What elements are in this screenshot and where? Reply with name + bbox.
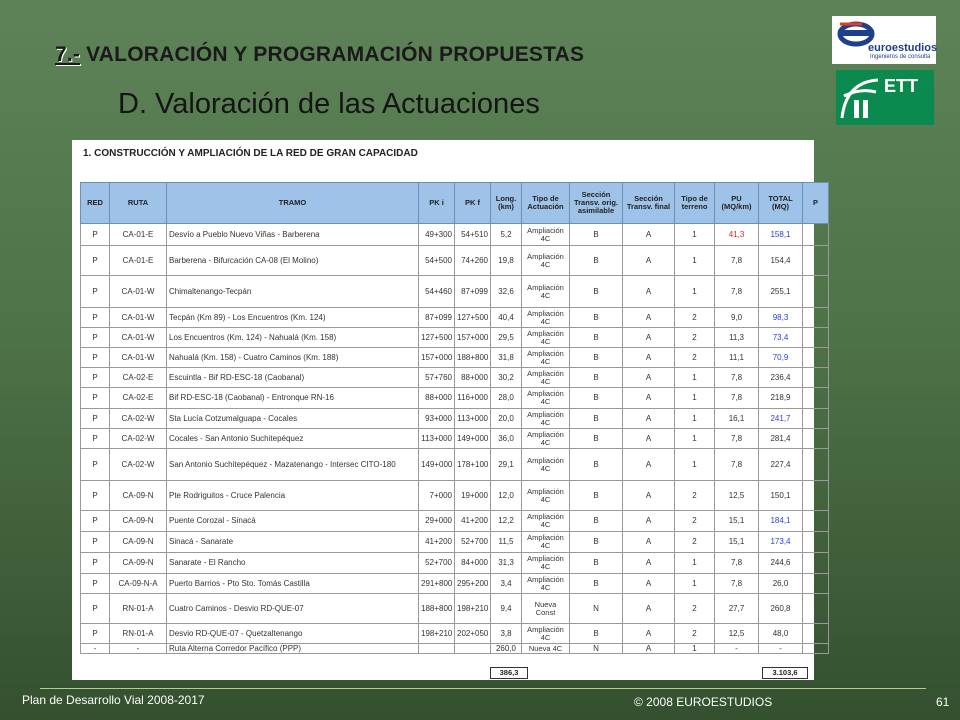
cell-long: 31,3 — [491, 553, 522, 574]
cell-tramo: Nahualá (Km. 158) - Cuatro Caminos (Km. 188) — [167, 348, 419, 368]
cell-long: 36,0 — [491, 429, 522, 449]
cell-total: 218,9 — [759, 388, 803, 409]
cell-red: P — [81, 481, 110, 511]
total-length-box: 386,3 — [490, 667, 528, 679]
cell-final: A — [623, 368, 675, 388]
cell-pu: 15,1 — [715, 532, 759, 553]
table-row — [81, 409, 829, 429]
table-row — [81, 368, 829, 388]
cell-long: 11,5 — [491, 532, 522, 553]
cell-final: A — [623, 388, 675, 409]
cell-pu: - — [715, 644, 759, 654]
cell-pki: 149+000 — [419, 449, 455, 481]
cell-act: Ampliación 4C — [522, 308, 570, 328]
cell-extra — [803, 368, 829, 388]
cell-long: 12,0 — [491, 481, 522, 511]
cell-orig: B — [570, 246, 623, 276]
cell-tramo: Cuatro Caminos - Desvio RD-QUE-07 — [167, 594, 419, 624]
cell-pki: 29+000 — [419, 511, 455, 532]
section-title — [55, 43, 584, 67]
cell-total: 26,0 — [759, 574, 803, 594]
cell-pu: 7,8 — [715, 246, 759, 276]
cell-tramo: Bif RD-ESC-18 (Caobanal) - Entronque RN-16 — [167, 388, 419, 409]
cell-pu: 7,8 — [715, 553, 759, 574]
cell-final: A — [623, 574, 675, 594]
cell-red: P — [81, 328, 110, 348]
cell-orig: N — [570, 594, 623, 624]
cell-orig: B — [570, 624, 623, 644]
cell-pu: 12,5 — [715, 624, 759, 644]
cell-pkf: 202+050 — [455, 624, 491, 644]
cell-terreno: 1 — [675, 246, 715, 276]
cell-act: Ampliación 4C — [522, 481, 570, 511]
cell-extra — [803, 574, 829, 594]
table-row — [81, 481, 829, 511]
cell-final: A — [623, 308, 675, 328]
cell-tramo: Puerto Barrios - Pto Sto. Tomás Castilla — [167, 574, 419, 594]
cell-pkf: 84+000 — [455, 553, 491, 574]
cell-pu: 9,0 — [715, 308, 759, 328]
cell-red: P — [81, 224, 110, 246]
cell-terreno: 2 — [675, 594, 715, 624]
table-row — [81, 532, 829, 553]
cell-ruta: RN-01-A — [110, 624, 167, 644]
cell-tramo: Chimaltenango-Tecpán — [167, 276, 419, 308]
cell-red: P — [81, 246, 110, 276]
cell-ruta: CA-01-W — [110, 348, 167, 368]
cell-terreno: 2 — [675, 511, 715, 532]
cell-red: P — [81, 276, 110, 308]
cell-final: A — [623, 624, 675, 644]
cell-red: P — [81, 553, 110, 574]
table-row — [81, 511, 829, 532]
cell-extra — [803, 409, 829, 429]
cell-act: Ampliación 4C — [522, 532, 570, 553]
cell-orig: B — [570, 449, 623, 481]
cell-act: Ampliación 4C — [522, 368, 570, 388]
column-header: Sección Transv. final — [623, 183, 675, 224]
cell-extra — [803, 594, 829, 624]
cell-extra — [803, 388, 829, 409]
cell-ruta: CA-09-N — [110, 511, 167, 532]
cell-tramo: Sinacá - Sanarate — [167, 532, 419, 553]
cell-final: A — [623, 348, 675, 368]
cell-total: - — [759, 644, 803, 654]
cell-total: 48,0 — [759, 624, 803, 644]
cell-total: 173,4 — [759, 532, 803, 553]
cell-red: P — [81, 429, 110, 449]
cell-long: 31,8 — [491, 348, 522, 368]
cell-pki: 88+000 — [419, 388, 455, 409]
page-number: 61 — [936, 695, 950, 709]
cell-final: A — [623, 644, 675, 654]
footer-divider — [40, 688, 926, 689]
column-header: PU (MQ/km) — [715, 183, 759, 224]
cell-total: 244,6 — [759, 553, 803, 574]
cell-ruta: CA-02-E — [110, 388, 167, 409]
euroestudios-logo — [832, 16, 936, 64]
cell-act: Ampliación 4C — [522, 409, 570, 429]
cell-pki: 113+000 — [419, 429, 455, 449]
cell-red: P — [81, 532, 110, 553]
cell-extra — [803, 449, 829, 481]
cell-pu: 7,8 — [715, 449, 759, 481]
cell-final: A — [623, 511, 675, 532]
cell-ruta: CA-01-E — [110, 224, 167, 246]
cell-pkf: 19+000 — [455, 481, 491, 511]
cell-final: A — [623, 532, 675, 553]
cell-act: Ampliación 4C — [522, 553, 570, 574]
cell-extra — [803, 429, 829, 449]
cell-extra — [803, 532, 829, 553]
column-header: Tipo de terreno — [675, 183, 715, 224]
cell-terreno: 1 — [675, 409, 715, 429]
ett-logo-text: ETT — [884, 76, 918, 96]
cell-pkf: 88+000 — [455, 368, 491, 388]
cell-tramo: Sanarate - El Rancho — [167, 553, 419, 574]
cell-total: 241,7 — [759, 409, 803, 429]
cell-ruta: CA-09-N — [110, 532, 167, 553]
cell-extra — [803, 348, 829, 368]
cell-orig: B — [570, 328, 623, 348]
cell-long: 3,8 — [491, 624, 522, 644]
cell-orig: B — [570, 511, 623, 532]
cell-pkf: 188+800 — [455, 348, 491, 368]
column-header: TOTAL (MQ) — [759, 183, 803, 224]
cell-orig: B — [570, 409, 623, 429]
column-header: Sección Transv. orig. asimilable — [570, 183, 623, 224]
euroestudios-logo-tagline: Ingenieros de consulta — [870, 54, 931, 60]
cell-extra — [803, 308, 829, 328]
cell-total: 150,1 — [759, 481, 803, 511]
column-header: Tipo de Actuación — [522, 183, 570, 224]
cell-pu: 11,3 — [715, 328, 759, 348]
valuation-table-image — [72, 140, 818, 680]
cell-pkf: 113+000 — [455, 409, 491, 429]
column-header: PK f — [455, 183, 491, 224]
cell-pkf: 149+000 — [455, 429, 491, 449]
cell-orig: B — [570, 388, 623, 409]
cell-pkf: 116+000 — [455, 388, 491, 409]
cell-ruta: CA-09-N — [110, 481, 167, 511]
cell-ruta: CA-02-W — [110, 409, 167, 429]
cell-long: 12,2 — [491, 511, 522, 532]
cell-pkf: 54+510 — [455, 224, 491, 246]
table-row — [81, 308, 829, 328]
cell-pkf: 52+700 — [455, 532, 491, 553]
cell-act: Ampliación 4C — [522, 328, 570, 348]
cell-red: P — [81, 449, 110, 481]
cell-pkf — [455, 644, 491, 654]
cell-pki: 52+700 — [419, 553, 455, 574]
cell-total: 98,3 — [759, 308, 803, 328]
cell-pu: 12,5 — [715, 481, 759, 511]
cell-pki: 57+760 — [419, 368, 455, 388]
ett-logo — [836, 70, 934, 125]
cell-terreno: 1 — [675, 368, 715, 388]
column-header: TRAMO — [167, 183, 419, 224]
column-header: P — [803, 183, 829, 224]
slide-subtitle: D. Valoración de las Actuaciones — [118, 88, 540, 120]
table-row — [81, 388, 829, 409]
cell-ruta: RN-01-A — [110, 594, 167, 624]
cell-extra — [803, 246, 829, 276]
cell-final: A — [623, 224, 675, 246]
cell-extra — [803, 553, 829, 574]
cell-tramo: Desvio RD-QUE-07 - Quetzaltenango — [167, 624, 419, 644]
cell-pu: 41,3 — [715, 224, 759, 246]
valuation-table — [80, 182, 829, 654]
cell-final: A — [623, 276, 675, 308]
cell-tramo: Ruta Alterna Corredor Pacífico (PPP) — [167, 644, 419, 654]
table-row — [81, 246, 829, 276]
cell-tramo: Los Encuentros (Km. 124) - Nahualá (Km. 158) — [167, 328, 419, 348]
column-header: PK i — [419, 183, 455, 224]
cell-pkf: 178+100 — [455, 449, 491, 481]
cell-pki: 54+460 — [419, 276, 455, 308]
cell-pkf: 198+210 — [455, 594, 491, 624]
table-title: 1. CONSTRUCCIÓN Y AMPLIACIÓN DE LA RED DE GRAN CAPACIDAD — [83, 148, 418, 159]
footer-plan-title: Plan de Desarrollo Vial 2008-2017 — [22, 693, 205, 707]
cell-pki: 41+200 — [419, 532, 455, 553]
cell-tramo: Desvío a Pueblo Nuevo Viñas - Barberena — [167, 224, 419, 246]
table-row — [81, 328, 829, 348]
cell-extra — [803, 511, 829, 532]
cell-act: Nueva 4C — [522, 644, 570, 654]
cell-act: Ampliación 4C — [522, 449, 570, 481]
cell-ruta: CA-01-W — [110, 276, 167, 308]
table-row — [81, 224, 829, 246]
cell-orig: B — [570, 276, 623, 308]
cell-terreno: 2 — [675, 308, 715, 328]
cell-final: A — [623, 449, 675, 481]
cell-act: Ampliación 4C — [522, 246, 570, 276]
cell-orig: N — [570, 644, 623, 654]
cell-act: Ampliación 4C — [522, 348, 570, 368]
cell-pu: 16,1 — [715, 409, 759, 429]
cell-long: 9,4 — [491, 594, 522, 624]
cell-total: 73,4 — [759, 328, 803, 348]
cell-pki: 87+099 — [419, 308, 455, 328]
cell-red: P — [81, 368, 110, 388]
cell-pu: 7,8 — [715, 276, 759, 308]
cell-red: P — [81, 511, 110, 532]
cell-red: P — [81, 624, 110, 644]
table-row — [81, 574, 829, 594]
cell-extra — [803, 644, 829, 654]
cell-act: Ampliación 4C — [522, 276, 570, 308]
cell-ruta: CA-09-N — [110, 553, 167, 574]
cell-pkf: 41+200 — [455, 511, 491, 532]
cell-total: 255,1 — [759, 276, 803, 308]
cell-pki: 198+210 — [419, 624, 455, 644]
cell-terreno: 1 — [675, 429, 715, 449]
cell-orig: B — [570, 429, 623, 449]
cell-ruta: CA-02-E — [110, 368, 167, 388]
cell-act: Ampliación 4C — [522, 388, 570, 409]
cell-red: P — [81, 594, 110, 624]
table-row — [81, 624, 829, 644]
cell-orig: B — [570, 368, 623, 388]
cell-orig: B — [570, 348, 623, 368]
cell-pu: 27,7 — [715, 594, 759, 624]
cell-extra — [803, 624, 829, 644]
cell-total: 236,4 — [759, 368, 803, 388]
cell-long: 40,4 — [491, 308, 522, 328]
cell-ruta: CA-01-W — [110, 308, 167, 328]
cell-final: A — [623, 409, 675, 429]
total-cost-box: 3.103,6 — [762, 667, 808, 679]
cell-long: 3,4 — [491, 574, 522, 594]
cell-orig: B — [570, 481, 623, 511]
cell-tramo: Pte Rodriguitos - Cruce Palencia — [167, 481, 419, 511]
cell-pki — [419, 644, 455, 654]
cell-act: Ampliación 4C — [522, 224, 570, 246]
cell-tramo: Tecpán (Km 89) - Los Encuentros (Km. 124) — [167, 308, 419, 328]
cell-total: 281,4 — [759, 429, 803, 449]
cell-total: 70,9 — [759, 348, 803, 368]
cell-long: 19,8 — [491, 246, 522, 276]
cell-terreno: 1 — [675, 574, 715, 594]
column-header: RUTA — [110, 183, 167, 224]
cell-red: P — [81, 348, 110, 368]
cell-pki: 188+800 — [419, 594, 455, 624]
cell-long: 28,0 — [491, 388, 522, 409]
cell-final: A — [623, 594, 675, 624]
cell-pkf: 157+000 — [455, 328, 491, 348]
column-header: Long. (km) — [491, 183, 522, 224]
cell-terreno: 1 — [675, 388, 715, 409]
cell-tramo: San Antonio Suchitepéquez - Mazatenango - Intersec CITO-180 — [167, 449, 419, 481]
cell-red: - — [81, 644, 110, 654]
cell-pu: 11,1 — [715, 348, 759, 368]
footer-copyright: © 2008 EUROESTUDIOS — [634, 695, 773, 709]
cell-pki: 127+500 — [419, 328, 455, 348]
cell-tramo: Sta Lucía Cotzumalguapa - Cocales — [167, 409, 419, 429]
cell-extra — [803, 224, 829, 246]
cell-ruta: CA-01-W — [110, 328, 167, 348]
cell-orig: B — [570, 532, 623, 553]
cell-long: 260,0 — [491, 644, 522, 654]
cell-extra — [803, 276, 829, 308]
cell-pki: 93+000 — [419, 409, 455, 429]
cell-orig: B — [570, 224, 623, 246]
cell-terreno: 2 — [675, 624, 715, 644]
cell-long: 20,0 — [491, 409, 522, 429]
cell-pkf: 295+200 — [455, 574, 491, 594]
table-header-row — [81, 183, 829, 224]
cell-pu: 7,8 — [715, 388, 759, 409]
cell-long: 30,2 — [491, 368, 522, 388]
cell-ruta: - — [110, 644, 167, 654]
cell-ruta: CA-09-N-A — [110, 574, 167, 594]
cell-terreno: 2 — [675, 481, 715, 511]
cell-pkf: 74+260 — [455, 246, 491, 276]
cell-long: 5,2 — [491, 224, 522, 246]
cell-pu: 7,8 — [715, 429, 759, 449]
cell-terreno: 2 — [675, 348, 715, 368]
cell-total: 158,1 — [759, 224, 803, 246]
euroestudios-logo-text: euroestudios — [868, 42, 938, 54]
cell-total: 260,8 — [759, 594, 803, 624]
cell-final: A — [623, 328, 675, 348]
cell-pkf: 127+500 — [455, 308, 491, 328]
cell-pki: 7+000 — [419, 481, 455, 511]
cell-ruta: CA-02-W — [110, 429, 167, 449]
column-header: RED — [81, 183, 110, 224]
cell-tramo: Barberena - Bifurcación CA-08 (El Molino) — [167, 246, 419, 276]
cell-orig: B — [570, 553, 623, 574]
cell-orig: B — [570, 308, 623, 328]
cell-pki: 157+000 — [419, 348, 455, 368]
cell-act: Ampliación 4C — [522, 574, 570, 594]
cell-act: Ampliación 4C — [522, 429, 570, 449]
cell-final: A — [623, 553, 675, 574]
cell-final: A — [623, 481, 675, 511]
table-row — [81, 276, 829, 308]
table-row — [81, 644, 829, 654]
cell-terreno: 1 — [675, 449, 715, 481]
cell-pki: 54+500 — [419, 246, 455, 276]
cell-act: Ampliación 4C — [522, 624, 570, 644]
cell-terreno: 1 — [675, 224, 715, 246]
cell-pki: 291+800 — [419, 574, 455, 594]
cell-pkf: 87+099 — [455, 276, 491, 308]
cell-terreno: 2 — [675, 532, 715, 553]
cell-ruta: CA-02-W — [110, 449, 167, 481]
cell-extra — [803, 328, 829, 348]
cell-pu: 7,8 — [715, 574, 759, 594]
cell-total: 227,4 — [759, 449, 803, 481]
cell-ruta: CA-01-E — [110, 246, 167, 276]
cell-long: 29,1 — [491, 449, 522, 481]
cell-total: 184,1 — [759, 511, 803, 532]
cell-orig: B — [570, 574, 623, 594]
cell-terreno: 1 — [675, 644, 715, 654]
table-row — [81, 594, 829, 624]
cell-final: A — [623, 246, 675, 276]
table-body — [81, 224, 829, 654]
cell-pu: 7,8 — [715, 368, 759, 388]
cell-red: P — [81, 308, 110, 328]
section-title-text: VALORACIÓN Y PROGRAMACIÓN PROPUESTAS — [86, 43, 585, 66]
cell-tramo: Cocales - San Antonio Suchitepéquez — [167, 429, 419, 449]
cell-red: P — [81, 388, 110, 409]
cell-terreno: 1 — [675, 276, 715, 308]
cell-long: 29,5 — [491, 328, 522, 348]
cell-act: Ampliación 4C — [522, 511, 570, 532]
cell-pki: 49+300 — [419, 224, 455, 246]
table-row — [81, 429, 829, 449]
cell-tramo: Puente Corozal - Sinacá — [167, 511, 419, 532]
cell-terreno: 1 — [675, 553, 715, 574]
cell-extra — [803, 481, 829, 511]
cell-red: P — [81, 409, 110, 429]
cell-terreno: 2 — [675, 328, 715, 348]
cell-long: 32,6 — [491, 276, 522, 308]
table-row — [81, 449, 829, 481]
cell-tramo: Escuintla - Bif RD-ESC-18 (Caobanal) — [167, 368, 419, 388]
table-row — [81, 348, 829, 368]
cell-total: 154,4 — [759, 246, 803, 276]
section-number: 7.- — [55, 43, 81, 66]
cell-final: A — [623, 429, 675, 449]
cell-act: Nueva Const — [522, 594, 570, 624]
table-row — [81, 553, 829, 574]
cell-red: P — [81, 574, 110, 594]
cell-pu: 15,1 — [715, 511, 759, 532]
